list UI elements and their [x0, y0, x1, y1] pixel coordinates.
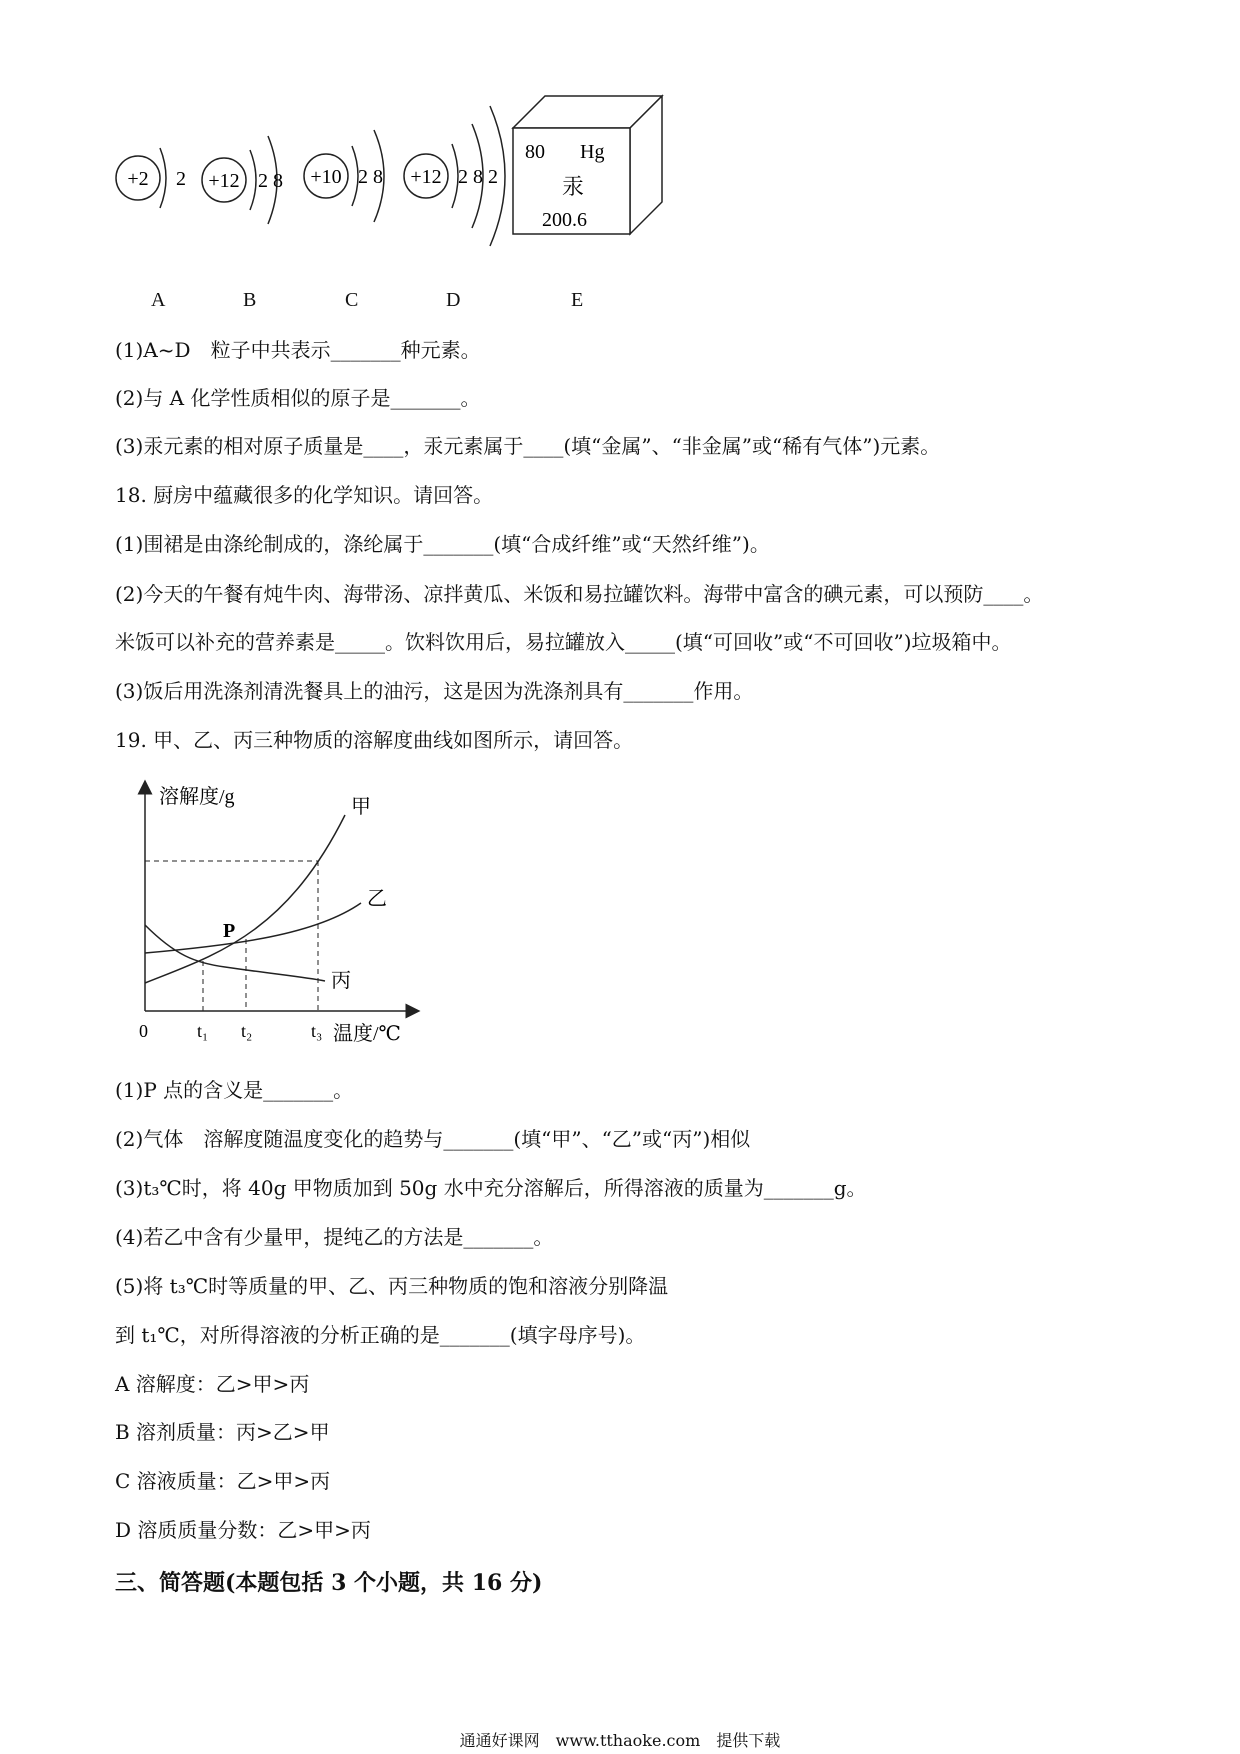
caption-a: A [151, 289, 166, 311]
q17-part1: (1)A~D 粒子中共表示_______种元素。 [115, 338, 481, 362]
x-axis-label: 温度/℃ [333, 1023, 401, 1045]
q19-part5-cont: 到 t₁℃，对所得溶液的分析正确的是_______(填字母序号)。 [115, 1323, 646, 1347]
element-card-mercury [513, 96, 662, 234]
option-b: B 溶剂质量：丙>乙>甲 [115, 1420, 330, 1444]
curve-yi-label: 乙 [367, 888, 387, 910]
element-name: 汞 [562, 174, 585, 199]
section-heading: 三、简答题(本题包括 3 个小题，共 16 分) [115, 1570, 543, 1596]
atom-d-nucleus: +12 [410, 166, 442, 188]
q17-part3: (3)汞元素的相对原子质量是____，汞元素属于____(填“金属”、“非金属”或“稀有气体”)元素。 [115, 434, 941, 458]
atom-structure-diagram [100, 90, 700, 260]
q19-part5: (5)将 t₃℃时等质量的甲、乙、丙三种物质的饱和溶液分别降温 [115, 1274, 669, 1298]
atom-c-shells: 2 8 [358, 166, 383, 188]
origin-label: 0 [139, 1021, 148, 1041]
q19-part3: (3)t₃℃时，将 40g 甲物质加到 50g 水中充分溶解后，所得溶液的质量为_______g。 [115, 1176, 867, 1200]
atom-a-nucleus: +2 [127, 168, 149, 190]
curve-yi [145, 903, 361, 953]
q18-part2: (2)今天的午餐有炖牛肉、海带汤、凉拌黄瓜、米饭和易拉罐饮料。海带中富含的碘元素，可以预防____。 [115, 582, 1044, 606]
tick-t1: t₁ [197, 1021, 209, 1041]
tick-t2: t₂ [241, 1021, 253, 1041]
atom-b-shells: 2 8 [258, 170, 283, 192]
atom-d-shells: 2 8 2 [458, 166, 498, 188]
q18-part3: (3)饭后用洗涤剂清洗餐具上的油污，这是因为洗涤剂具有_______作用。 [115, 679, 754, 703]
atom-a-shells: 2 [176, 168, 186, 190]
curve-jia-label: 甲 [351, 796, 371, 818]
y-axis-label: 溶解度/g [159, 786, 235, 808]
element-atomic-number: 80 [525, 141, 545, 163]
q19-part4: (4)若乙中含有少量甲，提纯乙的方法是_______。 [115, 1225, 554, 1249]
q18-part2-cont: 米饭可以补充的营养素是_____。饮料饮用后，易拉罐放入_____(填“可回收”或“不可回收”)垃圾箱中。 [115, 630, 1012, 654]
atom-c-nucleus: +10 [310, 166, 342, 188]
point-p-label: P [223, 920, 236, 942]
q19-stem: 19. 甲、乙、丙三种物质的溶解度曲线如图所示，请回答。 [115, 728, 634, 752]
option-d: D 溶质质量分数：乙>甲>丙 [115, 1518, 371, 1542]
q18-part1: (1)围裙是由涤纶制成的，涤纶属于_______(填“合成纤维”或“天然纤维”)。 [115, 532, 770, 556]
curve-jia [145, 815, 345, 983]
q17-part2: (2)与 A 化学性质相似的原子是_______。 [115, 386, 481, 410]
q19-part2: (2)气体 溶解度随温度变化的趋势与_______(填“甲”、“乙”或“丙”)相似 [115, 1127, 751, 1151]
q19-part1: (1)P 点的含义是_______。 [115, 1078, 354, 1102]
q18-stem: 18. 厨房中蕴藏很多的化学知识。请回答。 [115, 483, 494, 507]
solubility-graph [115, 775, 435, 1045]
caption-e: E [571, 289, 584, 311]
tick-t3: t₃ [311, 1021, 323, 1041]
page-footer: 通通好课网 www.tthaoke.com 提供下载 [459, 1731, 781, 1750]
caption-d: D [446, 289, 461, 311]
option-c: C 溶液质量：乙>甲>丙 [115, 1469, 331, 1493]
option-a: A 溶解度：乙>甲>丙 [115, 1372, 310, 1396]
atom-b-nucleus: +12 [208, 170, 240, 192]
caption-c: C [345, 289, 359, 311]
element-atomic-mass: 200.6 [542, 209, 587, 231]
element-symbol: Hg [580, 141, 605, 163]
curve-bing-label: 丙 [331, 970, 351, 992]
caption-b: B [243, 289, 257, 311]
